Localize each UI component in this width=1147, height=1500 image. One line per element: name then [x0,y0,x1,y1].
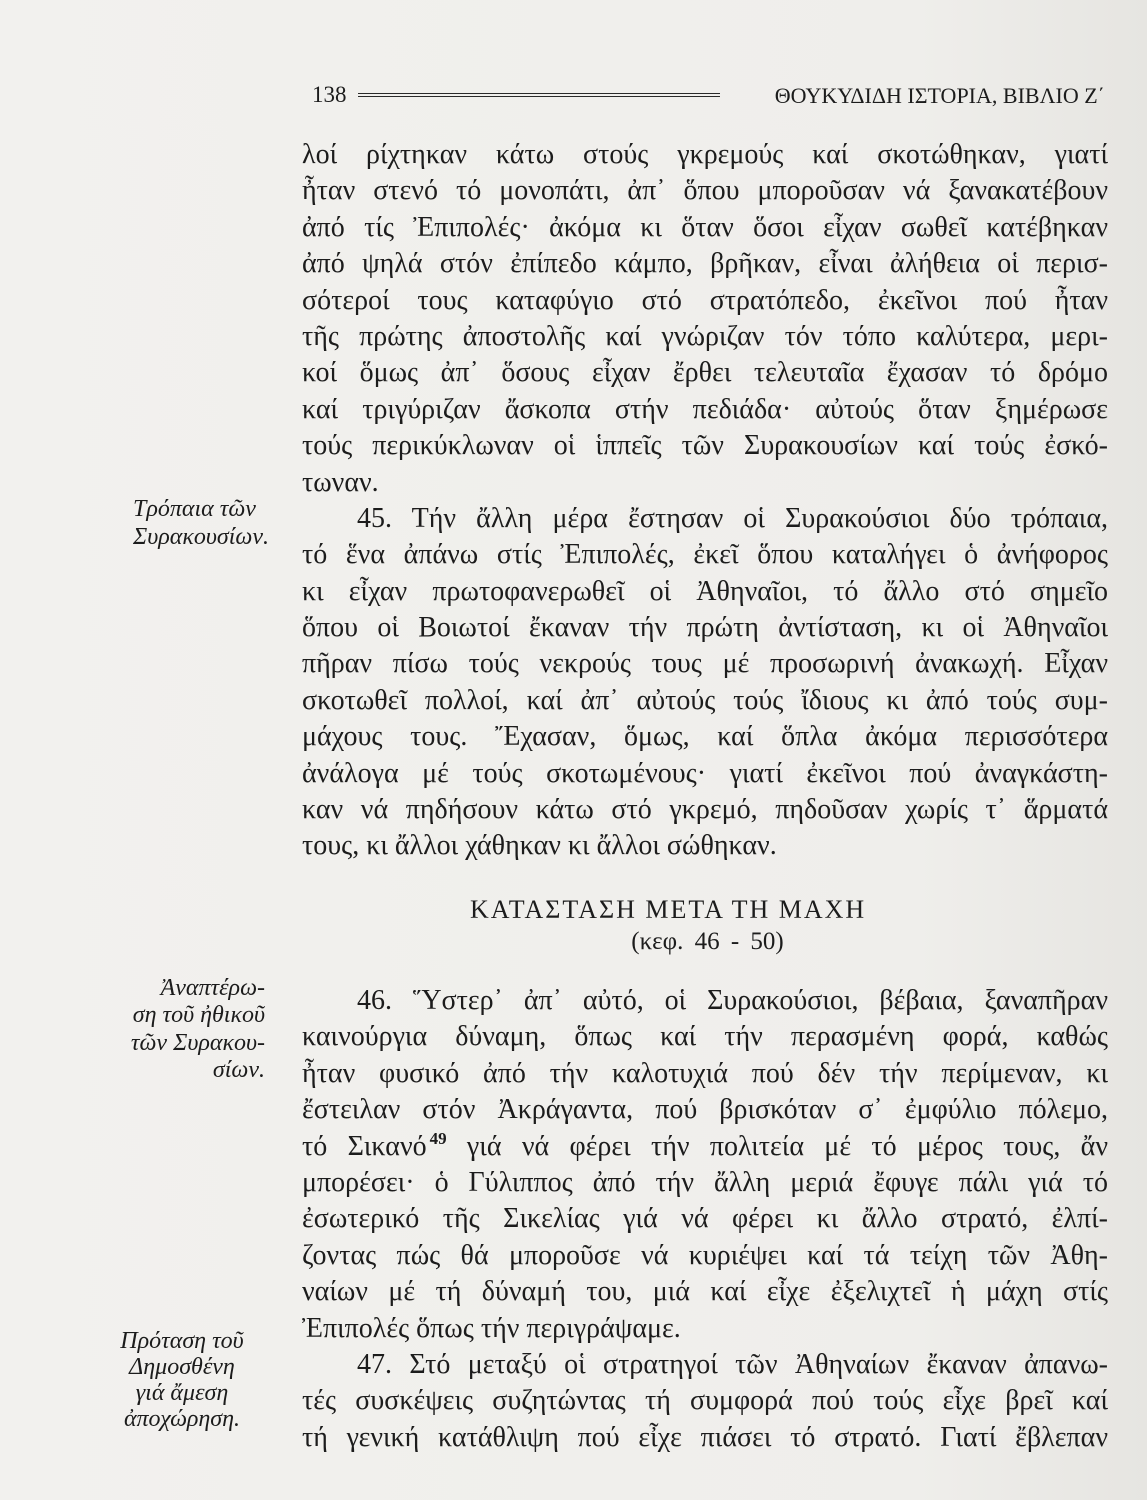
text-line: ἐσωτερικό τῆς Σικελίας γιά νά φέρει κι ἄλλο στρατό, ἐλπί- [302,1203,1108,1235]
text-line: τωναν. [302,466,379,498]
text-line: καινούργια δύναμη, ὅπως καί τήν περασμένη φορά, καθώς [302,1021,1108,1053]
text-line: μπορέσει· ὁ Γύλιππος ἀπό τήν ἄλλη μεριά ἔφυγε πάλι γιά τό [302,1166,1108,1198]
text-fragment: γιά νά φέρει τήν πολιτεία μέ τό μέρος τους, ἄν [446,1130,1108,1162]
margin-note-line: Δημοσθένη [129,1354,235,1380]
text-line: τους, κι ἄλλοι χάθηκαν κι ἄλλοι σώθηκαν. [302,830,777,862]
text-line: ἔστειλαν στόν Ἀκράγαντα, πού βρισκόταν σ᾽ ἐμφύλιο πόλεμο, [302,1094,1108,1126]
text-block-lower [302,983,1108,1456]
margin-note-line: γιά ἄμεση [135,1380,229,1406]
text-line: Ἐπιπολές ὅπως τήν περιγράψαμε. [302,1312,681,1344]
text-line: ἦταν στενό τό μονοπάτι, ἀπ᾽ ὅπου μποροῦσαν νά ξανακατέβουν [302,175,1108,207]
text-line: καί τριγύριζαν ἄσκοπα στήν πεδιάδα· αὐτούς ὅταν ξημέρωσε [302,393,1108,425]
margin-note-line: Ἀναπτέρω- [160,975,265,1001]
section-title: ΚΑΤΑΣΤΑΣΗ ΜΕΤΑ ΤΗ ΜΑΧΗ [470,895,867,924]
text-line: ζοντας πώς θά μποροῦσε νά κυριέψει καί τά τείχη τῶν Ἀθη- [302,1239,1108,1271]
text-line: κοί ὅμως ἀπ᾽ ὅσους εἶχαν ἔρθει τελευταῖα ἔχασαν τό δρόμο [302,357,1108,389]
margin-note-line: ἀποχώρηση. [123,1406,241,1432]
text-line: τούς περικύκλωναν οἱ ἱππεῖς τῶν Συρακουσίων καί τούς ἐσκό- [302,430,1108,462]
header-rule [358,93,720,97]
text-line: ὅπου οἱ Βοιωτοί ἔκαναν τήν πρώτη ἀντίσταση, κι οἱ Ἀθηναῖοι [302,612,1108,644]
text-line: πῆραν πίσω τούς νεκρούς τους μέ προσωρινή ἀνακωχή. Εἶχαν [302,648,1108,680]
text-line: τῆς πρώτης ἀποστολῆς καί γνώριζαν τόν τόπο καλύτερα, μερι- [302,320,1108,352]
margin-note-line: ση τοῦ ἠθικοῦ [132,1002,265,1029]
text-line: ναίων μέ τή δύναμή του, μιά καί εἶχε ἐξελιχτεῖ ἡ μάχη στίς [302,1276,1108,1308]
margin-note-line: σίων. [212,1056,265,1083]
text-fragment: τό Σικανό [302,1130,427,1162]
text-line: τές συσκέψεις συζητώντας τή συμφορά πού τούς εἶχε βρεῖ καί [302,1385,1108,1417]
text-line: τό ἕνα ἀπάνω στίς Ἐπιπολές, ἐκεῖ ὅπου καταλήγει ὁ ἀνήφορος [302,539,1108,571]
text-line: λοί ρίχτηκαν κάτω στούς γκρεμούς καί σκοτώθηκαν, γιατί [302,139,1108,170]
margin-note-line: Συρακουσίων. [133,524,270,550]
chapter-47-first-line: 47. Στό μεταξύ οἱ στρατηγοί τῶν Ἀθηναίων ἔκαναν ἀπανω- [357,1348,1108,1380]
text-block-upper [302,137,1108,865]
text-line: σότεροί τους καταφύγιο στό στρατόπεδο, ἐκεῖνοι πού ἦταν [302,284,1108,316]
margin-note-proposal [92,1328,272,1432]
text-line: τή γενική κατάθλιψη πού εἶχε πιάσει τό στρατό. Γιατί ἔβλεπαν [302,1421,1108,1453]
footnote-ref: 49 [429,1128,447,1148]
margin-note-line: τῶν Συρακου- [130,1029,265,1056]
running-title: ΘΟΥΚΥΔΙΔΗ ΙΣΤΟΡΙΑ, ΒΙΒΛΙΟ Ζ΄ [774,83,1105,108]
margin-note-line: Πρόταση τοῦ [120,1328,244,1354]
text-line: κι εἶχαν πρωτοφανερωθεῖ οἱ Ἀθηναῖοι, τό ἄλλο στό σημεῖο [302,575,1108,607]
text-line: σκοτωθεῖ πολλοί, καί ἀπ᾽ αὐτούς τούς ἴδιους κι ἀπό τούς συμ- [302,684,1108,716]
text-line: μάχους τους. Ἔχασαν, ὅμως, καί ὅπλα ἀκόμα περισσότερα [302,721,1108,753]
margin-note-line: Τρόπαια τῶν [133,496,256,522]
section-subtitle: (κεφ. 46 - 50) [631,928,784,955]
text-line: ἦταν φυσικό ἀπό τήν καλοτυχιά πού δέν τήν περίμεναν, κι [302,1057,1108,1089]
text-line: καν νά πηδήσουν κάτω στό γκρεμό, πηδοῦσαν χωρίς τ᾽ ἅρματά [302,794,1108,826]
text-line: ἀπό ψηλά στόν ἐπίπεδο κάμπο, βρῆκαν, εἶναι ἀλήθεια οἱ περισ- [302,248,1108,280]
chapter-45-first-line: 45. Τήν ἄλλη μέρα ἔστησαν οἱ Συρακούσιοι δύο τρόπαια, [357,502,1108,534]
page-number: 138 [312,82,347,107]
text-line-with-footnote [302,1129,1108,1165]
chapter-46-first-line: 46. Ὕστερ᾽ ἀπ᾽ αὐτό, οἱ Συρακούσιοι, βέβαια, ξαναπῆραν [357,985,1108,1016]
text-line: ἀνάλογα μέ τούς σκοτωμένους· γιατί ἐκεῖνοι πού ἀναγκάστη- [302,757,1108,789]
text-line: ἀπό τίς Ἐπιπολές· ἀκόμα κι ὅταν ὅσοι εἶχαν σωθεῖ κατέβηκαν [302,211,1108,243]
margin-note-morale [80,975,265,1084]
margin-note-trophies [133,495,269,551]
